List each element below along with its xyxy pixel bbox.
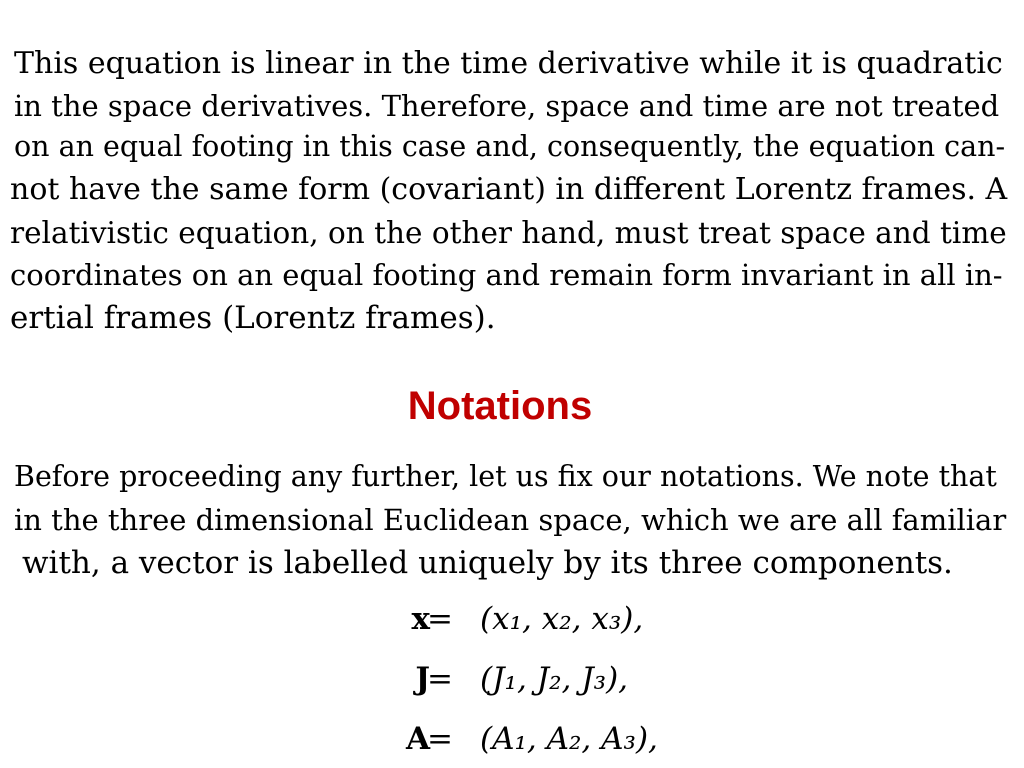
equation-rhs: (J₁, J₂, J₃),: [480, 661, 629, 697]
equation-row: [340, 597, 740, 641]
paragraph-line: Before proceeding any further, let us fix our notations. We note that: [14, 460, 997, 493]
paragraph-line: ertial frames (Lorentz frames).: [10, 300, 496, 336]
equation-equals: =: [427, 601, 453, 637]
paragraph-line: with, a vector is labelled uniquely by its three components.: [22, 545, 953, 581]
paragraph-line: in the space derivatives. Therefore, space and time are not treated: [14, 89, 1000, 123]
equation-rhs: (x₁, x₂, x₃),: [480, 601, 644, 637]
equation-equals: =: [427, 661, 453, 697]
equation-equals: =: [427, 721, 453, 757]
paragraph-line: This equation is linear in the time derivative while it is quadratic: [14, 46, 1003, 81]
paragraph-line: coordinates on an equal footing and remain form invariant in all in-: [10, 258, 1003, 292]
equation-lhs: A: [405, 721, 430, 757]
equation-row: [340, 717, 740, 761]
equation-row: [340, 657, 740, 701]
paragraph-line: in the three dimensional Euclidean space, which we are all familiar: [14, 503, 1007, 537]
equation-lhs: J: [415, 661, 430, 697]
paragraph-line: relativistic equation, on the other hand, must treat space and time: [10, 216, 1007, 250]
section-heading: Notations: [407, 384, 593, 428]
equation-lhs: x: [411, 601, 430, 637]
paragraph-line: not have the same form (covariant) in different Lorentz frames. A: [10, 172, 1008, 207]
paragraph-line: on an equal footing in this case and, consequently, the equation can-: [14, 130, 1006, 163]
equation-rhs: (A₁, A₂, A₃),: [480, 721, 658, 757]
